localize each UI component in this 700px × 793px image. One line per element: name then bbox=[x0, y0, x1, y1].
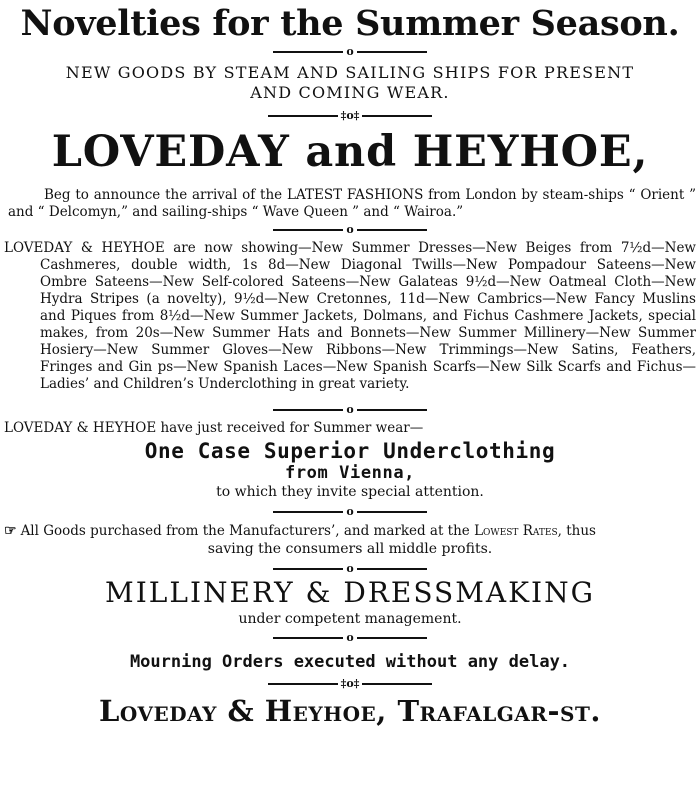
pricing-notice-line-2: saving the consumers all middle profits. bbox=[207, 541, 493, 557]
case-origin: from Vienna, bbox=[284, 463, 416, 483]
divider: o bbox=[4, 631, 696, 645]
showing-list: LOVEDAY & HEYHOE are now showing—New Summer Dresses—New Beiges from 7½d—New Cashmeres, double width, 1s 8d—New Diagonal Twills—New Pompadour Sateens—New Ombre Sateens—New Self-colored Sateens—New Galateas 9½d—New Oatmeal Cloth—New Hydra Stripes (a novelty), 9½d—New Cretonnes, 11d—New Cambrics—New Fancy Muslins and Piques from 8½d—New Summer Jackets, Dolmans, and Fichus Cashmere Jackets, special makes, from 20s—New Summer Hats and Bonnets—New Summer Millinery—New Summer Hosiery—New Summer Gloves—New Ribbons—New Trimmings—New Satins, Feathers, Fringes and Gin ps—New Spanish Laces—New Spanish Scarfs—New Silk Scarfs and Fichus—Ladies’ and Children’s Underclothing in great variety. bbox=[4, 240, 696, 392]
divider: o bbox=[4, 505, 696, 519]
advert-title: Novelties for the Summer Season. bbox=[20, 3, 680, 44]
signature-line: Loveday & Heyhoe, Trafalgar-st. bbox=[99, 694, 601, 728]
subtitle-line-2: AND COMING WEAR. bbox=[250, 83, 450, 102]
ornament-divider: ‡o‡ bbox=[4, 677, 696, 691]
case-invitation: to which they invite special attention. bbox=[216, 484, 484, 500]
announcement-text: Beg to announce the arrival of the LATEST FASHIONS from London by steam-ships “ Orient ” and “ Delcomyn,” and sailing-ships “ Wave Queen ” and “ Wairoa.” bbox=[8, 187, 696, 220]
lowest-rates: Lowest Rates, bbox=[474, 523, 562, 539]
divider: o bbox=[4, 403, 696, 417]
subtitle-line-1: NEW GOODS BY STEAM AND SAILING SHIPS FOR PRESENT bbox=[65, 63, 635, 82]
millinery-heading: MILLINERY & DRESSMAKING bbox=[105, 576, 595, 609]
mourning-orders: Mourning Orders executed without any delay. bbox=[129, 652, 571, 672]
firm-name-heading: LOVEDAY and HEYHOE, bbox=[51, 127, 649, 177]
management-text: under competent management. bbox=[238, 611, 462, 627]
divider: o bbox=[4, 223, 696, 237]
case-heading: One Case Superior Underclothing bbox=[144, 439, 556, 463]
received-text: LOVEDAY & HEYHOE have just received for Summer wear— bbox=[4, 420, 424, 436]
pricing-notice: ☞ All Goods purchased from the Manufacturers’, and marked at the Lowest Rates, thus bbox=[4, 523, 596, 539]
ornament-divider: ‡o‡ bbox=[4, 109, 696, 123]
pointing-hand-icon: ☞ bbox=[4, 523, 17, 539]
divider: o bbox=[4, 562, 696, 576]
divider: o bbox=[4, 45, 696, 59]
